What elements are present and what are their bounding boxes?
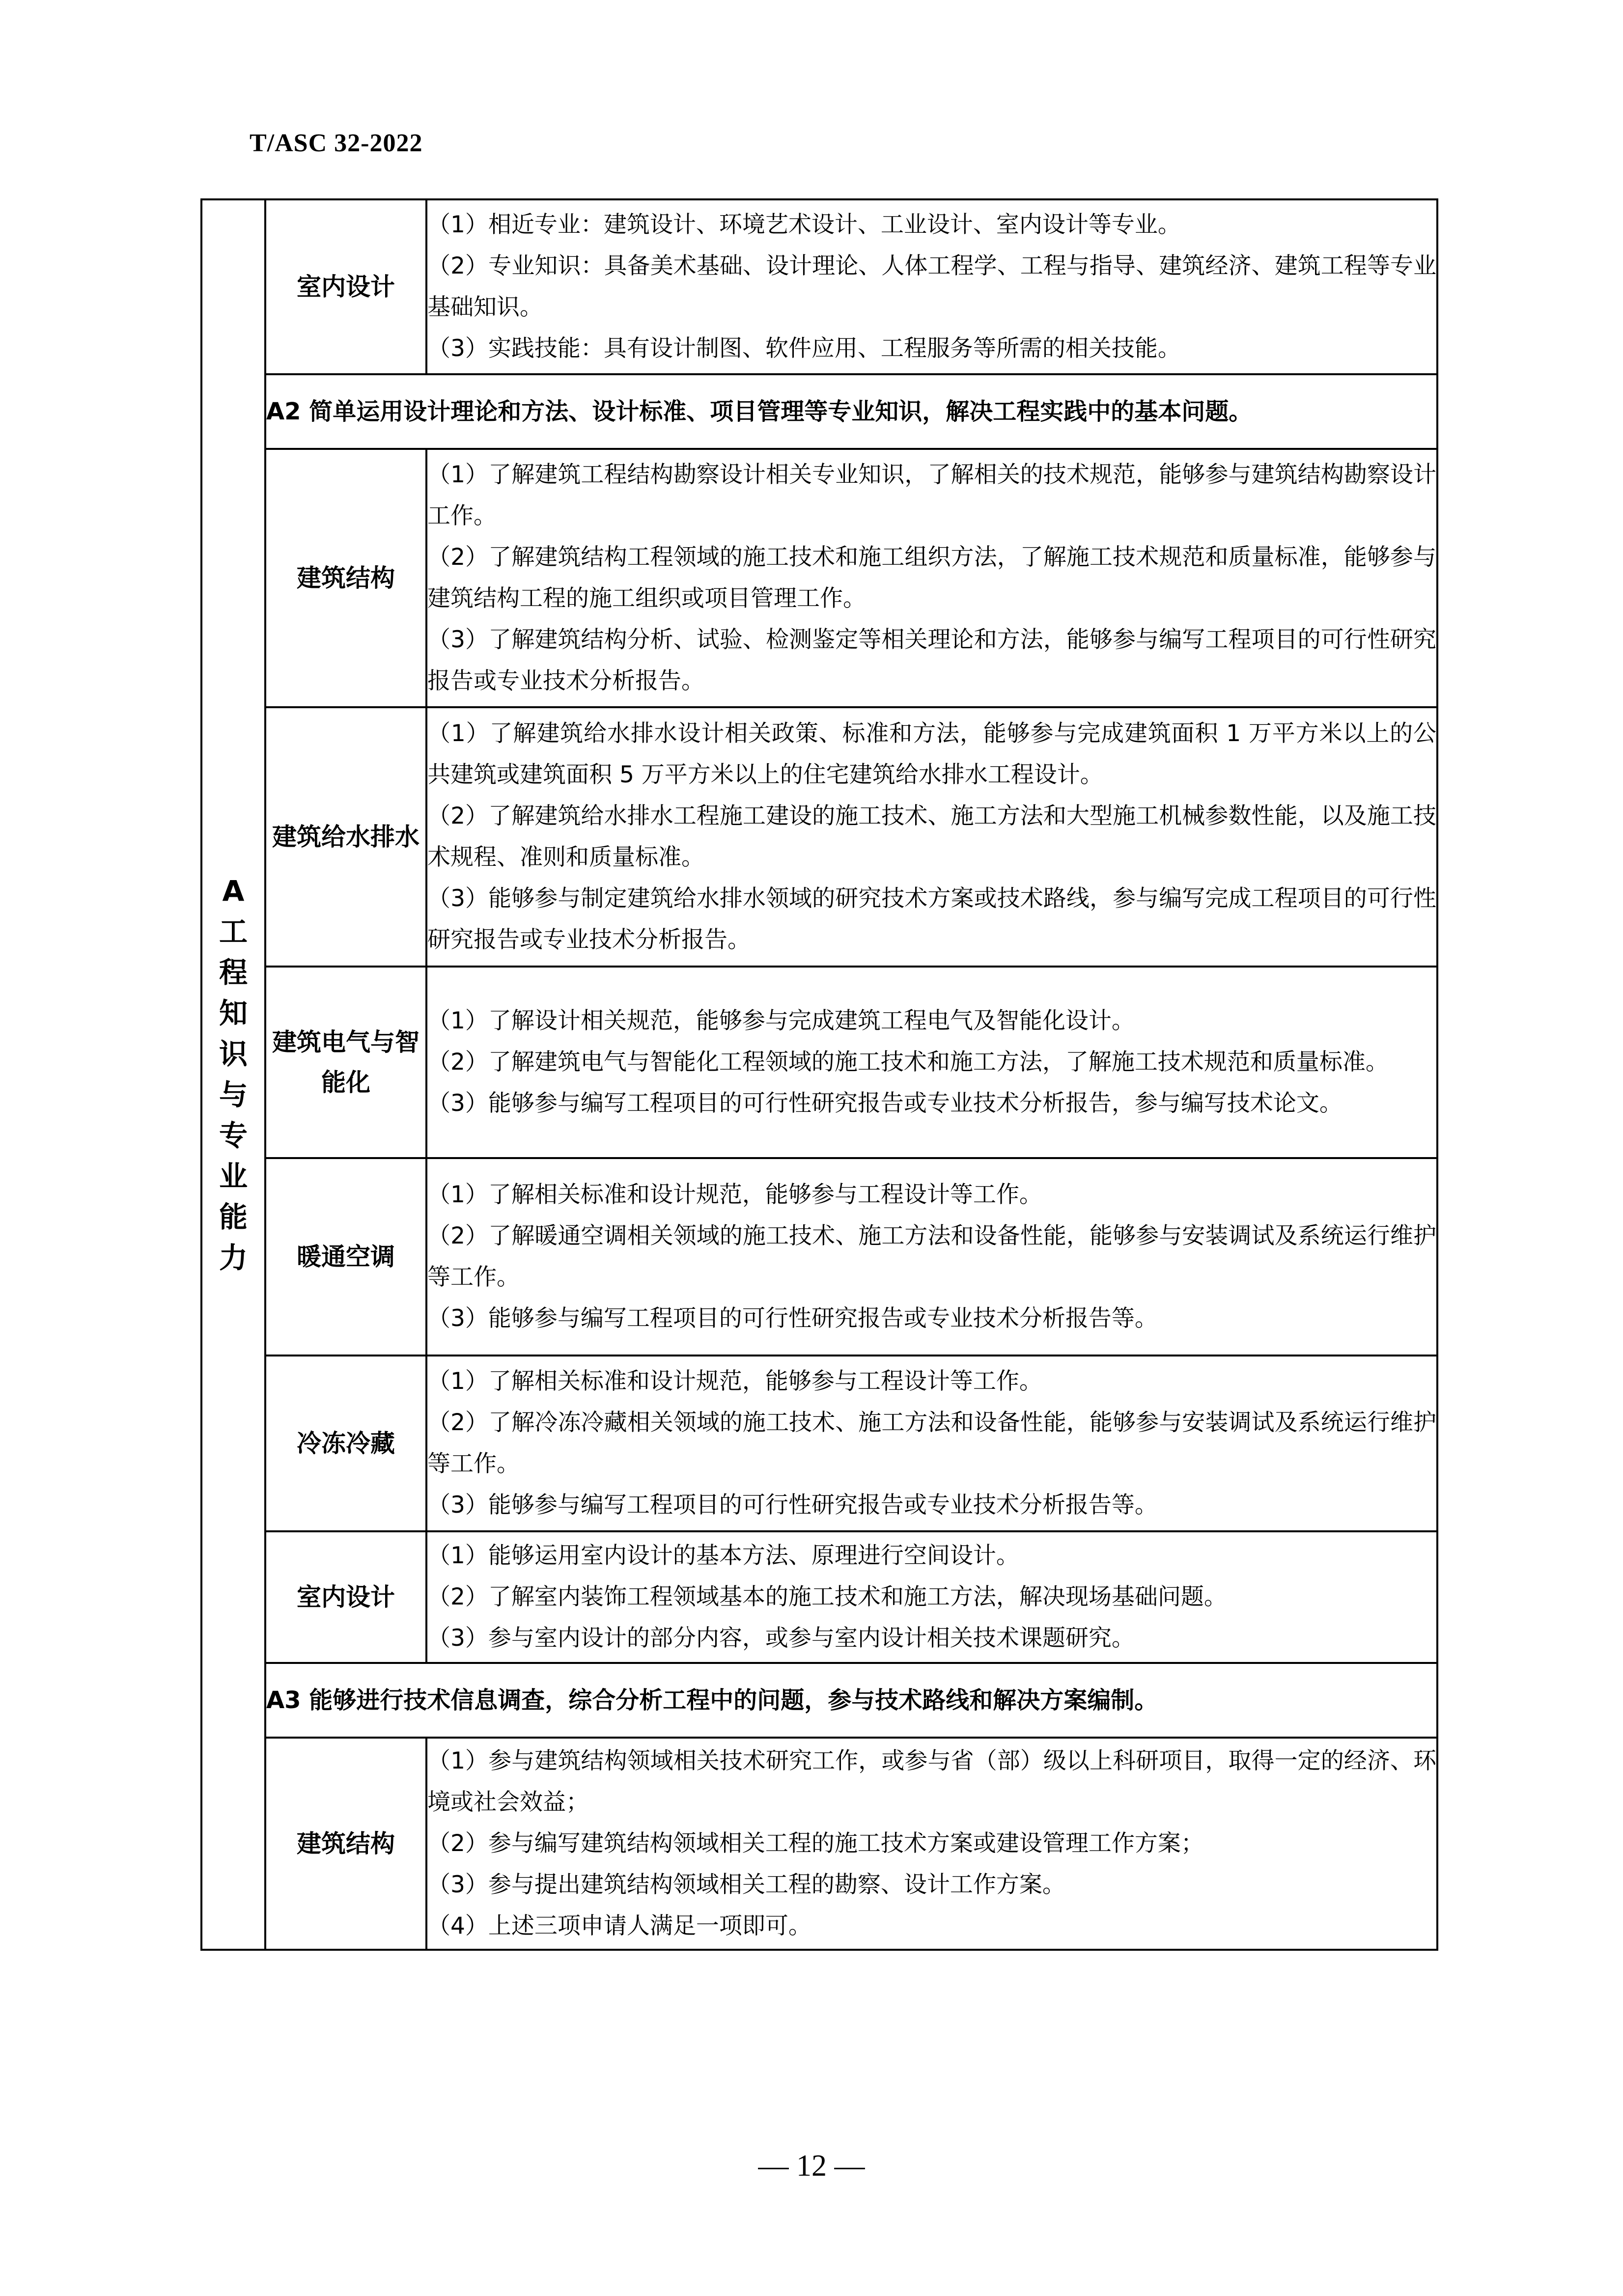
description-cell: [426, 1738, 1437, 1950]
field-name: 暖通空调: [265, 1158, 426, 1355]
standard-code: T/ASC 32-2022: [250, 129, 423, 157]
description-item: （1）参与建筑结构领域相关技术研究工作，或参与省（部）级以上科研项目，取得一定的经济、环境或社会效益；: [427, 1747, 1436, 1816]
section-heading: A2 简单运用设计理论和方法、设计标准、项目管理等专业知识，解决工程实践中的基本问题。: [265, 374, 1437, 449]
table-row: [201, 1738, 1437, 1950]
description-item: （2）专业知识：具备美术基础、设计理论、人体工程学、工程与指导、建筑经济、建筑工程等专业基础知识。: [427, 252, 1436, 321]
field-name: 建筑电气与智能化: [265, 967, 426, 1158]
page-number: — 12 —: [758, 2149, 865, 2183]
description-item: （1）了解相关标准和设计规范，能够参与工程设计等工作。: [427, 1181, 1042, 1208]
table-row: [201, 449, 1437, 707]
description-cell: [426, 1531, 1437, 1663]
description-item: （3）参与提出建筑结构领域相关工程的勘察、设计工作方案。: [427, 1871, 1065, 1898]
field-name: 建筑结构: [265, 449, 426, 707]
description-item: （2）了解建筑结构工程领域的施工技术和施工组织方法，了解施工技术规范和质量标准，能够参与建筑结构工程的施工组织或项目管理工作。: [427, 544, 1436, 612]
description-cell: [426, 707, 1437, 967]
table-row: [201, 199, 1437, 374]
table-row: [201, 374, 1437, 449]
description-cell: [426, 199, 1437, 374]
description-item: （2）了解室内装饰工程领域基本的施工技术和施工方法，解决现场基础问题。: [427, 1583, 1227, 1610]
requirements-table: [200, 198, 1438, 1951]
description-item: （2）了解冷冻冷藏相关领域的施工技术、施工方法和设备性能，能够参与安装调试及系统运行维护等工作。: [427, 1409, 1436, 1477]
description-item: （3）能够参与制定建筑给水排水领域的研究技术方案或技术路线，参与编写完成工程项目的可行性研究报告或专业技术分析报告。: [427, 885, 1436, 953]
table-row: [201, 1531, 1437, 1663]
description-item: （1）了解建筑工程结构勘察设计相关专业知识，了解相关的技术规范，能够参与建筑结构勘察设计工作。: [427, 461, 1436, 529]
description-item: （2）了解建筑给水排水工程施工建设的施工技术、施工方法和大型施工机械参数性能，以及施工技术规程、准则和质量标准。: [427, 802, 1436, 871]
table-row: [201, 1158, 1437, 1355]
description-item: （2）参与编写建筑结构领域相关工程的施工技术方案或建设管理工作方案；: [427, 1830, 1204, 1857]
table-row: [201, 1355, 1437, 1531]
description-item: （3）参与室内设计的部分内容，或参与室内设计相关技术课题研究。: [427, 1625, 1135, 1652]
description-cell: [426, 449, 1437, 707]
description-item: （1）相近专业：建筑设计、环境艺术设计、工业设计、室内设计等专业。: [427, 211, 1181, 238]
table-row: [201, 967, 1437, 1158]
field-name: 建筑给水排水: [265, 707, 426, 967]
description-item: （1）能够运用室内设计的基本方法、原理进行空间设计。: [427, 1542, 1019, 1569]
description-item: （1）了解相关标准和设计规范，能够参与工程设计等工作。: [427, 1368, 1042, 1395]
section-heading: A3 能够进行技术信息调查，综合分析工程中的问题，参与技术路线和解决方案编制。: [265, 1663, 1437, 1738]
description-item: （2）了解建筑电气与智能化工程领域的施工技术和施工方法，了解施工技术规范和质量标准。: [427, 1049, 1389, 1076]
description-cell: [426, 1158, 1437, 1355]
description-item: （2）了解暖通空调相关领域的施工技术、施工方法和设备性能，能够参与安装调试及系统运行维护等工作。: [427, 1222, 1436, 1291]
description-item: （3）实践技能：具有设计制图、软件应用、工程服务等所需的相关技能。: [427, 335, 1181, 362]
description-item: （3）能够参与编写工程项目的可行性研究报告或专业技术分析报告等。: [427, 1305, 1158, 1332]
field-name: 室内设计: [265, 1531, 426, 1663]
table-row: [201, 1663, 1437, 1738]
field-name: 室内设计: [265, 199, 426, 374]
field-name: 建筑结构: [265, 1738, 426, 1950]
description-item: （3）能够参与编写工程项目的可行性研究报告或专业技术分析报告等。: [427, 1492, 1158, 1519]
description-item: （3）能够参与编写工程项目的可行性研究报告或专业技术分析报告，参与编写技术论文。: [427, 1090, 1343, 1117]
description-item: （1）了解设计相关规范，能够参与完成建筑工程电气及智能化设计。: [427, 1007, 1135, 1034]
category-cell: [201, 199, 265, 1950]
description-item: （4）上述三项申请人满足一项即可。: [427, 1912, 812, 1939]
description-item: （3）了解建筑结构分析、试验、检测鉴定等相关理论和方法，能够参与编写工程项目的可行性研究报告或专业技术分析报告。: [427, 626, 1436, 694]
table-row: [201, 707, 1437, 967]
field-name: 冷冻冷藏: [265, 1355, 426, 1531]
description-cell: [426, 1355, 1437, 1531]
category-label: A工程知识与专业能力: [219, 874, 248, 1274]
description-cell: [426, 967, 1437, 1158]
description-item: （1）了解建筑给水排水设计相关政策、标准和方法，能够参与完成建筑面积 1 万平方米以上的公共建筑或建筑面积 5 万平方米以上的住宅建筑给水排水工程设计。: [427, 720, 1436, 788]
